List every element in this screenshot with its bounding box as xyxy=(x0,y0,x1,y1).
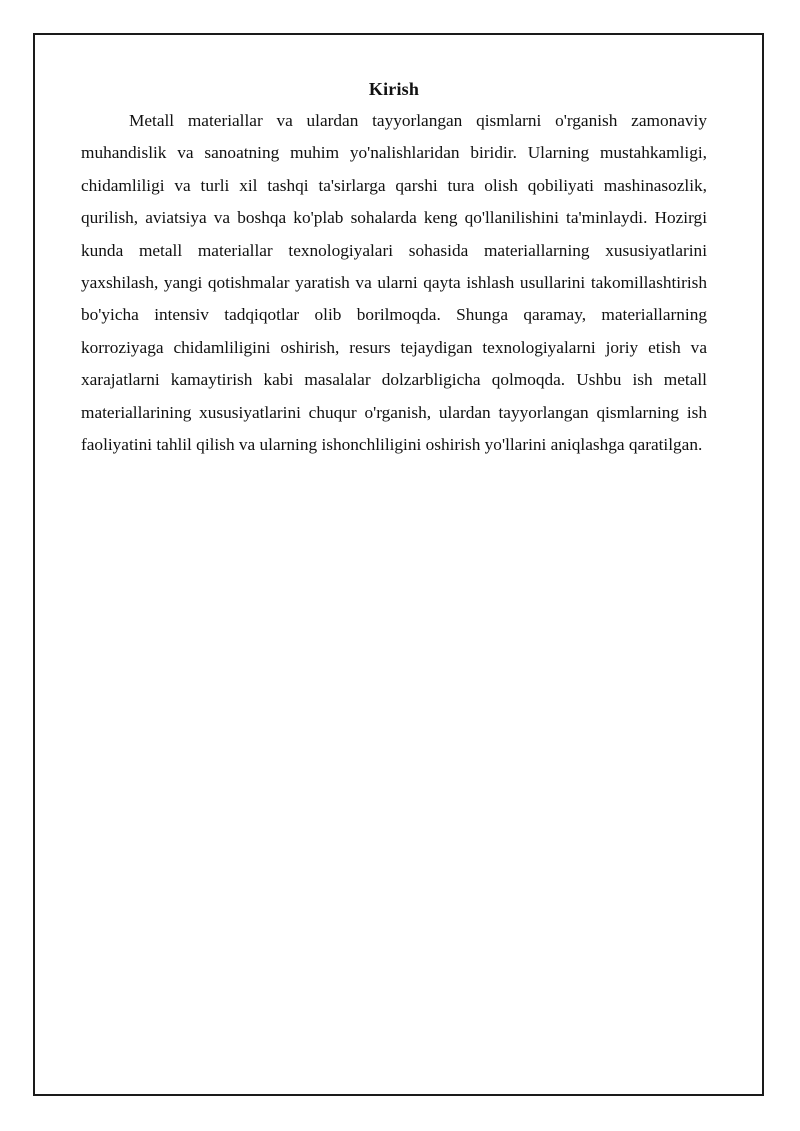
intro-paragraph: Metall materiallar va ulardan tayyorlangan qismlarni o'rganish zamonaviy muhandislik va sanoatning muhim yo'nalishlaridan biridir. Ularning mustahkamligi, chidamliligi va turli xil tashqi ta'sirlarga qarshi tura olish qobiliyati mashinasozlik, qurilish, aviatsiya va boshqa ko'plab sohalarda keng qo'llanilishini ta'minlaydi. Hozirgi kunda metall materiallar texnologiyalari sohasida materiallarning xususiyatlarini yaxshilash, yangi qotishmalar yaratish va ularni qayta ishlash usullarini takomillashtirish bo'yicha intensiv tadqiqotlar olib borilmoqda. Shunga qaramay, materiallarning korroziyaga chidamliligini oshirish, resurs tejaydigan texnologiyalarni joriy etish va xarajatlarni kamaytirish kabi masalalar dolzarbligicha qolmoqda. Ushbu ish metall materiallarining xususiyatlarini chuqur o'rganish, ulardan tayyorlangan qismlarning ish faoliyatini tahlil qilish va ularning ishonchliligini oshirish yo'llarini aniqlashga qaratilgan. xyxy=(81,111,707,455)
document-title: Kirish xyxy=(368,79,420,99)
document-content xyxy=(81,77,707,461)
